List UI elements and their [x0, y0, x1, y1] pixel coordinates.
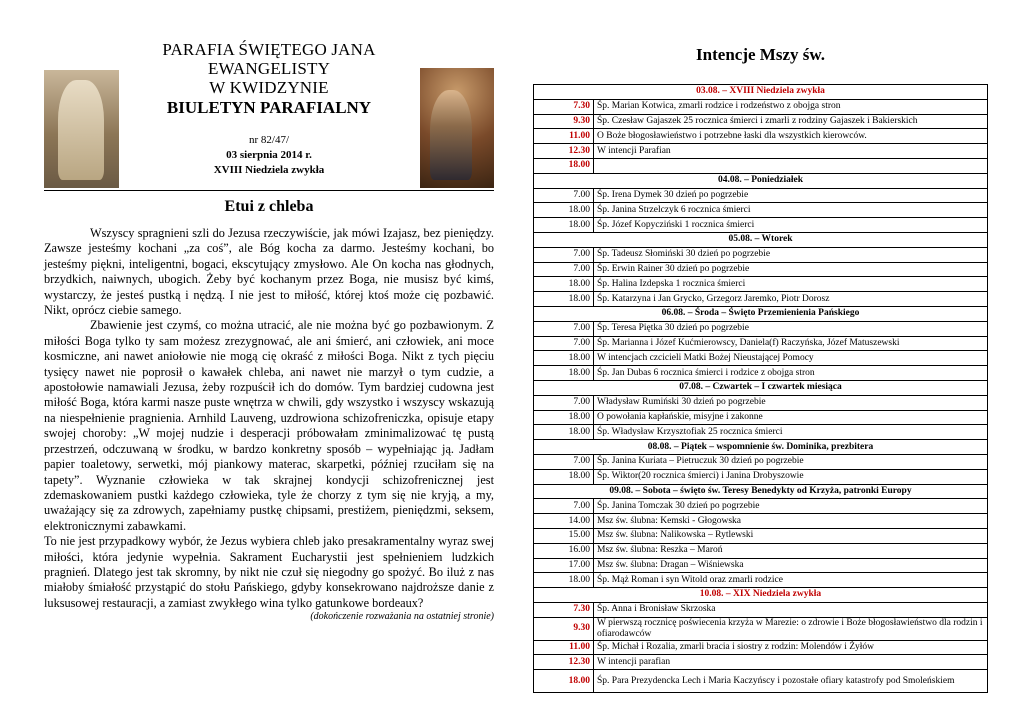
- mass-time: 7.00: [534, 262, 594, 277]
- intention-text: Śp. Mąż Roman i syn Witold oraz zmarli rodzice: [594, 573, 988, 588]
- intention-text: Msz św. ślubna: Dragan – Wiśniewska: [594, 558, 988, 573]
- intention-row: [534, 144, 988, 159]
- intention-row: [534, 247, 988, 262]
- intention-row: [534, 410, 988, 425]
- intention-row: [534, 218, 988, 233]
- intention-text: [594, 158, 988, 173]
- day-header: 10.08. – XIX Niedziela zwykła: [534, 588, 988, 603]
- day-header: 04.08. – Poniedziałek: [534, 173, 988, 188]
- intention-text: W intencji Parafian: [594, 144, 988, 159]
- mass-time: 7.00: [534, 499, 594, 514]
- intention-text: Śp. Erwin Rainer 30 dzień po pogrzebie: [594, 262, 988, 277]
- mass-time: 18.00: [534, 203, 594, 218]
- intention-row: [534, 617, 988, 640]
- saint-john-statue-image: [44, 70, 119, 188]
- intention-text: O Boże błogosławieństwo i potrzebne łaski dla wszystkich kierowców.: [594, 129, 988, 144]
- intention-row: [534, 528, 988, 543]
- mass-time: 18.00: [534, 277, 594, 292]
- mass-time: 9.30: [534, 114, 594, 129]
- intention-row: [534, 425, 988, 440]
- liturgical-sunday: XVIII Niedziela zwykła: [213, 164, 325, 176]
- day-header: 07.08. – Czwartek – I czwartek miesiąca: [534, 380, 988, 395]
- intention-row: [534, 188, 988, 203]
- continuation-note: (dokończenie rozważania na ostatniej stronie): [310, 611, 494, 623]
- mass-time: 7.00: [534, 321, 594, 336]
- mass-time: 16.00: [534, 543, 594, 558]
- article-title: Etui z chleba: [224, 198, 314, 215]
- intention-row: [534, 640, 988, 655]
- day-header-row: [534, 440, 988, 455]
- day-header: 08.08. – Piątek – wspomnienie św. Dominika, prezbitera: [534, 440, 988, 455]
- intention-row: [534, 670, 988, 693]
- mass-time: 7.30: [534, 602, 594, 617]
- day-header-row: [534, 173, 988, 188]
- mass-time: 18.00: [534, 425, 594, 440]
- intention-text: Władysław Rumiński 30 dzień po pogrzebie: [594, 395, 988, 410]
- bulletin-header: [44, 40, 494, 191]
- intention-row: [534, 158, 988, 173]
- mass-time: 18.00: [534, 292, 594, 307]
- mass-time: 18.00: [534, 158, 594, 173]
- intention-text: Śp. Janina Kuriata – Pietruczuk 30 dzień po pogrzebie: [594, 454, 988, 469]
- issue-date: 03 sierpnia 2014 r.: [226, 149, 312, 161]
- intention-row: [534, 351, 988, 366]
- intention-text: Śp. Irena Dymek 30 dzień po pogrzebie: [594, 188, 988, 203]
- day-header-row: [534, 484, 988, 499]
- mass-time: 9.30: [534, 617, 594, 640]
- day-header: 05.08. – Wtorek: [534, 232, 988, 247]
- intention-row: [534, 321, 988, 336]
- mass-time: 18.00: [534, 670, 594, 693]
- intention-row: [534, 573, 988, 588]
- intention-row: [534, 262, 988, 277]
- mass-time: 18.00: [534, 351, 594, 366]
- mass-time: 7.00: [534, 395, 594, 410]
- day-header-row: [534, 380, 988, 395]
- mass-time: 7.30: [534, 99, 594, 114]
- intention-text: Śp. Jan Dubas 6 rocznica śmierci i rodzice z obojga stron: [594, 366, 988, 381]
- intention-text: Msz św. ślubna: Reszka – Maroń: [594, 543, 988, 558]
- day-header-row: [534, 85, 988, 100]
- intention-text: W intencjach czcicieli Matki Bożej Nieustającej Pomocy: [594, 351, 988, 366]
- intention-row: [534, 454, 988, 469]
- intention-text: W pierwszą rocznicę poświecenia krzyża w Marezie: o zdrowie i Boże błogosławieństwo dla rodzin i ofiarodawców: [594, 617, 988, 640]
- intentions-title: Intencje Mszy św.: [696, 45, 825, 64]
- intention-row: [534, 499, 988, 514]
- parish-name: PARAFIA ŚWIĘTEGO JANA EWANGELISTY: [162, 40, 376, 78]
- intention-text: Śp. Władysław Krzysztofiak 25 rocznica śmierci: [594, 425, 988, 440]
- bulletin-title: BIULETYN PARAFIALNY: [166, 98, 372, 117]
- intention-row: [534, 655, 988, 670]
- intention-text: W intencji parafian: [594, 655, 988, 670]
- left-page: [44, 40, 494, 622]
- mass-time: 12.30: [534, 144, 594, 159]
- praying-figure-image: [420, 68, 494, 188]
- mass-time: 15.00: [534, 528, 594, 543]
- mass-time: 17.00: [534, 558, 594, 573]
- intention-text: Msz św. ślubna: Nalikowska – Rytlewski: [594, 528, 988, 543]
- intention-row: [534, 292, 988, 307]
- parish-city: W KWIDZYNIE: [209, 78, 329, 97]
- article-paragraph-2: Zbawienie jest czymś, co można utracić, ale nie można być go pozbawionym. Z miłości Boga tylko ty sam możesz zrezygnować, ale ani śmierć, ani człowiek, ani moce kosmiczne, ani nawet aniołowie nie mogą cię okraść z miłości Boga. Nikt z tych pięciu tysięcy nawet nie poprosił o kawałek chleba, ani nawet nie marzył o tym cudzie, a apostołowie namawiali Jezusa, żeby rozpuścił ich do domów. Tym bardziej cudowna jest miłość Boga, która karmi nasze puste wnętrza w chwili, gdy wszystko i wszyscy wskazują na niespełnienie pragnienia. Arnhild Lauveng, uzdrowiona schizofreniczka, opisuje etapy swojej choroby: „W mojej nudzie i desperacji próbowałam zminimalizować tę pustą przestrzeń, odczuwaną w środku, w bardzo konkretny sposób – wypełniając ją. Jadłam papier toaletowy, serwetki, mój piankowy materac, skarpetki, później rzuciłam się na tapety”. Wyznanie człowieka w tak skrajnej kondycji schizofrenicznej jest zdemaskowaniem pustki każdego człowieka, tyle że chorzy z tym się nie kryją, a my, uważający się za zdrowych, zapełniamy pustkę chipsami, prestiżem, pieniędzmi, seksem, elektronicznymi zabawkami.: [44, 318, 494, 533]
- intention-text: Śp. Michał i Rozalia, zmarli bracia i siostry z rodzin: Molendów i Żyłów: [594, 640, 988, 655]
- intention-text: Śp. Tadeusz Słomiński 30 dzień po pogrzebie: [594, 247, 988, 262]
- day-header: 06.08. – Środa – Święto Przemienienia Pańskiego: [534, 306, 988, 321]
- day-header-row: [534, 232, 988, 247]
- day-header: 03.08. – XVIII Niedziela zwykła: [534, 85, 988, 100]
- intention-row: [534, 514, 988, 529]
- day-header-row: [534, 588, 988, 603]
- intention-text: Śp. Anna i Bronisław Skrzoska: [594, 602, 988, 617]
- intention-row: [534, 395, 988, 410]
- mass-time: 18.00: [534, 366, 594, 381]
- day-header-row: [534, 306, 988, 321]
- intention-row: [534, 366, 988, 381]
- intention-text: Msz św. ślubna: Kemski - Głogowska: [594, 514, 988, 529]
- intention-row: [534, 277, 988, 292]
- intention-text: Śp. Janina Tomczak 30 dzień po pogrzebie: [594, 499, 988, 514]
- intention-row: [534, 543, 988, 558]
- article-paragraph-1: Wszyscy spragnieni szli do Jezusa rzeczywiście, jak mówi Izajasz, bez pieniędzy. Zawsze jesteśmy kochani „za coś”, ale Bóg kocha za darmo. Jesteśmy kochani, bo jesteśmy piękni, inteligentni, bogaci, ekscytujący zmysłowo. Ale On kocha nas głodnych, brzydkich, naiwnych, ubogich. Żeby być kochanym przez Boga, nie musisz być kimś, wystarczy, że jesteś pustką i nędzą. I nie jest to miłość, której ktoś może cię pozbawić. Nikt, oprócz ciebie samego.: [44, 226, 494, 318]
- intentions-table: [533, 84, 988, 693]
- mass-time: 7.00: [534, 188, 594, 203]
- intention-text: Śp. Janina Strzelczyk 6 rocznica śmierci: [594, 203, 988, 218]
- header-text: [124, 40, 414, 178]
- article-paragraph-3: To nie jest przypadkowy wybór, że Jezus wybiera chleb jako presakramentalny wyraz swej miłości, która jedynie wypełnia. Sakrament Eucharystii jest spełnieniem ludzkich pragnień. Dlatego jest tak skromny, by nikt nie czuł się niegodny go spożyć. Bo iluż z nas miałoby śmiałość przystąpić do stołu Pańskiego, gdyby konsekrowano najdroższe danie z luksusowej restauracji, a zamiast zwykłego wina tylko gatunkowe bordeaux?: [44, 534, 494, 610]
- intention-row: [534, 99, 988, 114]
- intention-text: Śp. Wiktor(20 rocznica śmierci) i Janina Drobyszowie: [594, 469, 988, 484]
- intention-row: [534, 558, 988, 573]
- mass-time: 18.00: [534, 469, 594, 484]
- intention-text: Śp. Marian Kotwica, zmarli rodzice i rodzeństwo z obojga stron: [594, 99, 988, 114]
- intention-row: [534, 336, 988, 351]
- mass-time: 18.00: [534, 218, 594, 233]
- mass-time: 7.00: [534, 247, 594, 262]
- mass-time: 18.00: [534, 410, 594, 425]
- intention-row: [534, 114, 988, 129]
- mass-time: 7.00: [534, 336, 594, 351]
- intention-text: Śp. Halina Izdepska 1 rocznica śmierci: [594, 277, 988, 292]
- intention-row: [534, 129, 988, 144]
- intention-row: [534, 469, 988, 484]
- intention-row: [534, 203, 988, 218]
- mass-time: 14.00: [534, 514, 594, 529]
- intention-row: [534, 602, 988, 617]
- intention-text: Śp. Para Prezydencka Lech i Maria Kaczyńscy i pozostałe ofiary katastrofy pod Smoleńskiem: [594, 670, 988, 693]
- mass-time: 7.00: [534, 454, 594, 469]
- intention-text: Śp. Teresa Piętka 30 dzień po pogrzebie: [594, 321, 988, 336]
- intention-text: Śp. Czesław Gajaszek 25 rocznica śmierci i zmarli z rodziny Gajaszek i Bakierskich: [594, 114, 988, 129]
- intention-text: Śp. Katarzyna i Jan Grycko, Grzegorz Jaremko, Piotr Dorosz: [594, 292, 988, 307]
- day-header: 09.08. – Sobota – święto św. Teresy Benedykty od Krzyża, patronki Europy: [534, 484, 988, 499]
- mass-time: 18.00: [534, 573, 594, 588]
- right-page: [533, 40, 988, 693]
- intention-text: Śp. Marianna i Józef Kućmierowscy, Daniela(f) Raczyńska, Józef Matuszewski: [594, 336, 988, 351]
- intention-text: O powołania kapłańskie, misyjne i zakonne: [594, 410, 988, 425]
- intention-text: Śp. Józef Kopycziński 1 rocznica śmierci: [594, 218, 988, 233]
- mass-time: 11.00: [534, 640, 594, 655]
- mass-time: 12.30: [534, 655, 594, 670]
- issue-number: nr 82/47/: [248, 134, 290, 146]
- mass-time: 11.00: [534, 129, 594, 144]
